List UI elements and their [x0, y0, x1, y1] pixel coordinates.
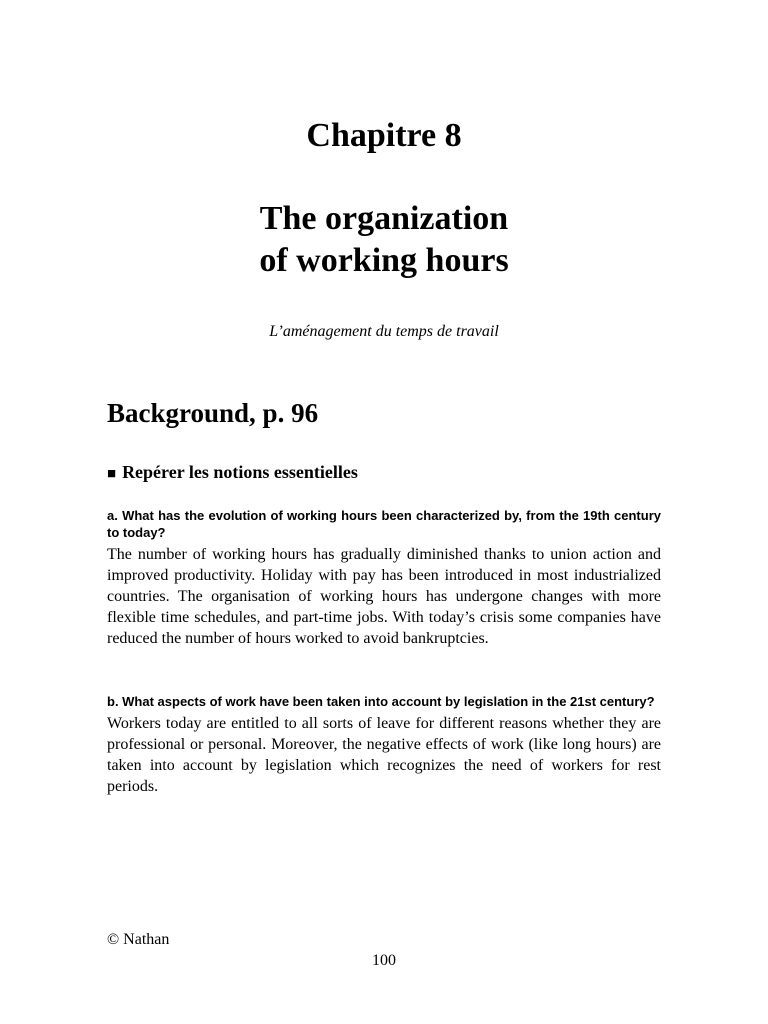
subsection-heading-text: Repérer les notions essentielles: [122, 462, 358, 482]
square-bullet-icon: ■: [107, 466, 117, 482]
question-b: b. What aspects of work have been taken into account by legislation in the 21st century?: [107, 694, 655, 709]
page-number: 100: [372, 952, 396, 969]
copyright-notice: © Nathan: [107, 931, 170, 948]
chapter-title-line-2: of working hours: [259, 242, 509, 279]
question-block-b: [107, 693, 661, 797]
answer-a: The number of working hours has gradually diminished thanks to union action and improved productivity. Holiday with pay has been introduced in most industrialized countries. The organisation of working hours has undergone changes with more flexible time schedules, and part-time jobs. With today’s crisis some companies have reduced the number of hours worked to avoid bankruptcies.: [107, 546, 661, 647]
chapter-title-line-1: The organization: [259, 200, 509, 237]
chapter-subtitle: L’aménagement du temps de travail: [269, 323, 499, 340]
answer-b: Workers today are entitled to all sorts of leave for different reasons whether they are professional or personal. Moreover, the negative effects of work (like long hours) are taken into account by legislation which recognizes the need of workers for rest periods.: [107, 715, 661, 795]
chapter-title: [0, 198, 768, 282]
subsection-heading: [107, 460, 358, 486]
chapter-label: Chapitre 8: [306, 117, 462, 154]
section-heading: Background, p. 96: [107, 398, 319, 428]
question-block-a: [107, 507, 661, 649]
question-a: a. What has the evolution of working hours been characterized by, from the 19th century to today?: [107, 508, 661, 540]
